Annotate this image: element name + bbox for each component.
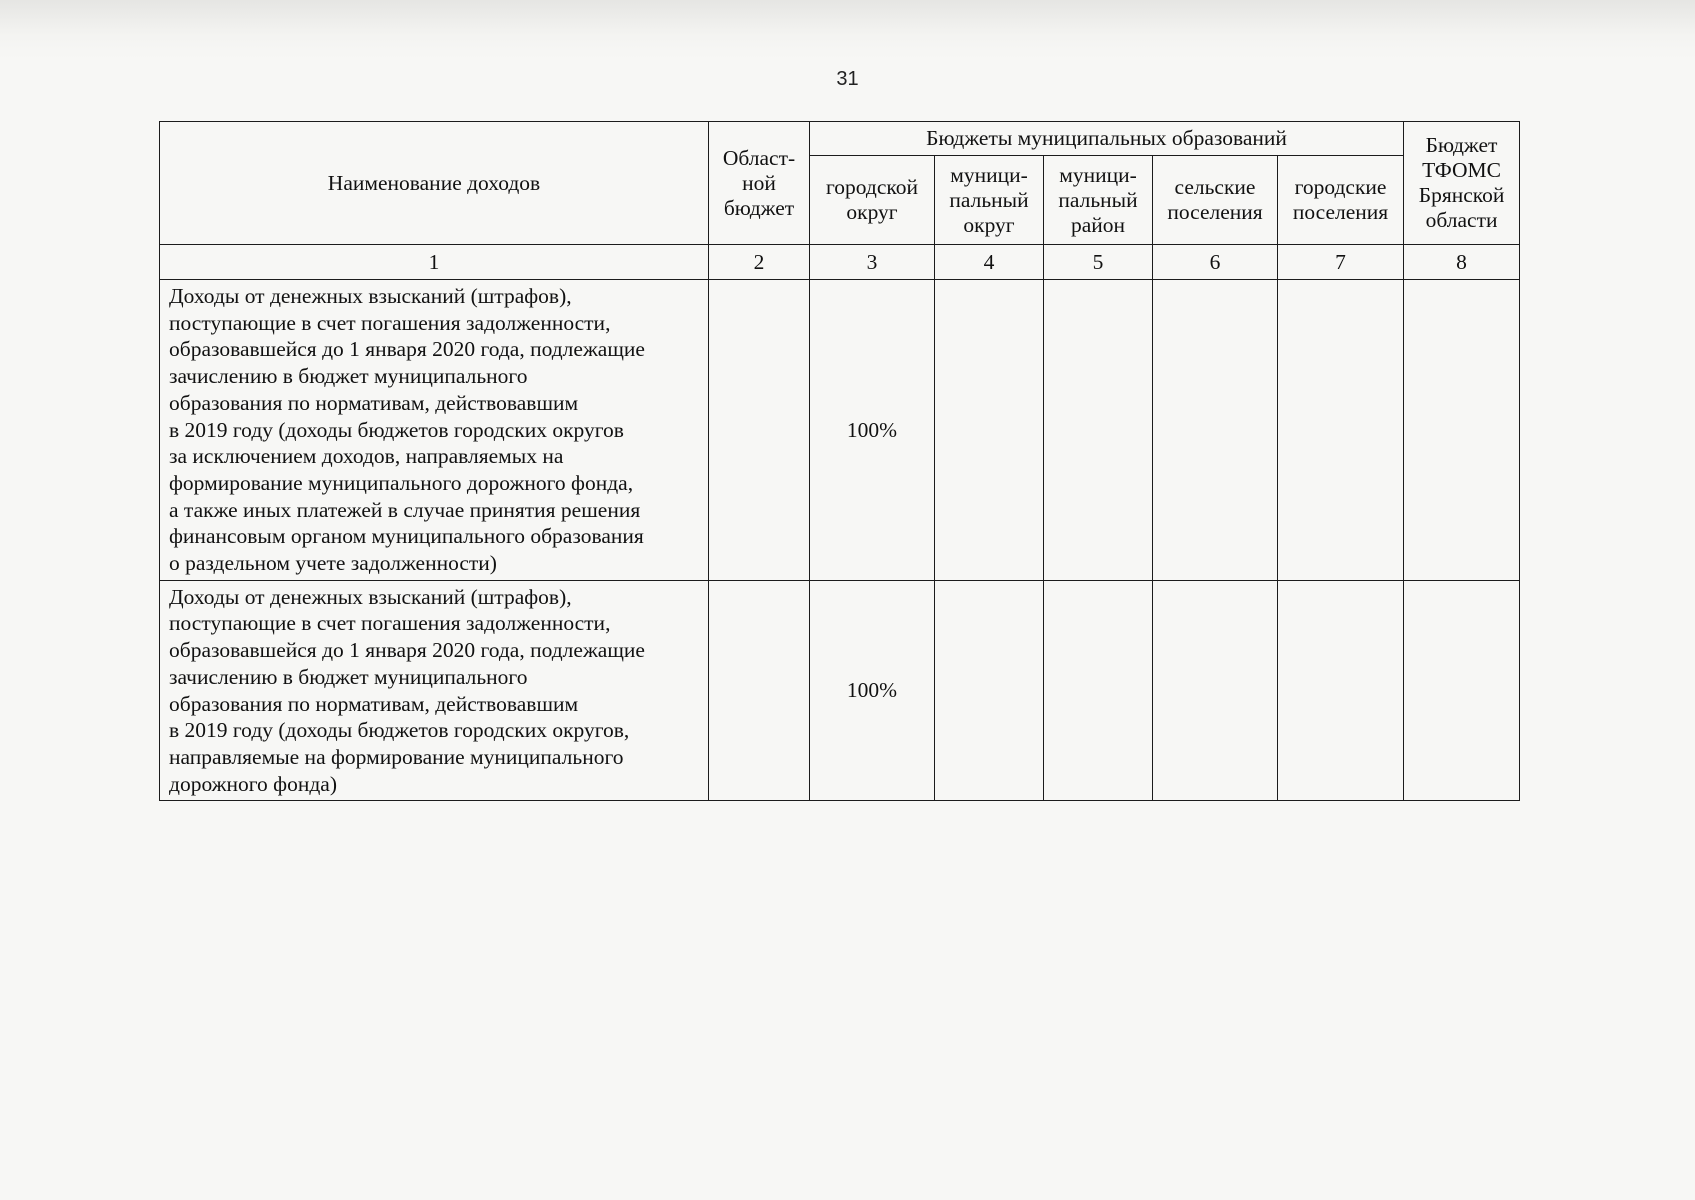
column-number: 6 — [1153, 245, 1278, 280]
header-municipal-district: муници- пальный округ — [935, 156, 1044, 245]
value-cell-regional — [709, 580, 810, 801]
table-row — [160, 280, 1520, 581]
income-name-cell: Доходы от денежных взысканий (штрафов), поступающие в счет погашения задолженности, образовавшейся до 1 января 2020 года, подлежащие зачислению в бюджет муниципального образования по нормативам, действовавшим в 2019 году (доходы бюджетов городских округов, направляемые на формирование муниципального дорожного фонда) — [160, 580, 709, 801]
column-number: 7 — [1278, 245, 1404, 280]
revenue-distribution-table — [159, 121, 1520, 801]
header-rural-settlements: сельские поселения — [1153, 156, 1278, 245]
value-cell-tfoms — [1404, 280, 1520, 581]
header-municipal-raion: муници- пальный район — [1044, 156, 1153, 245]
column-number: 5 — [1044, 245, 1153, 280]
value-cell-rural-settlements — [1153, 580, 1278, 801]
scan-edge-shading — [0, 0, 1695, 60]
income-name-cell: Доходы от денежных взысканий (штрафов), поступающие в счет погашения задолженности, образовавшейся до 1 января 2020 года, подлежащие зачислению в бюджет муниципального образования по нормативам, действовавшим в 2019 году (доходы бюджетов городских округов за исключением доходов, направляемых на формирование муниципального дорожного фонда, а также иных платежей в случае принятия решения финансовым органом муниципального образования о раздельном учете задолженности) — [160, 280, 709, 581]
column-number: 8 — [1404, 245, 1520, 280]
header-municipal-budgets: Бюджеты муниципальных образований — [810, 122, 1404, 156]
value-cell-urban-settlements — [1278, 280, 1404, 581]
value-cell-municipal-raion — [1044, 280, 1153, 581]
column-number-row — [160, 245, 1520, 280]
value-cell-urban-settlements — [1278, 580, 1404, 801]
value-cell-rural-settlements — [1153, 280, 1278, 581]
value-cell-municipal-district — [935, 280, 1044, 581]
value-cell-city-district: 100% — [810, 280, 935, 581]
column-number: 2 — [709, 245, 810, 280]
header-income-name: Наименование доходов — [160, 122, 709, 245]
value-cell-regional — [709, 280, 810, 581]
header-regional-budget: Област- ной бюджет — [709, 122, 810, 245]
value-cell-municipal-raion — [1044, 580, 1153, 801]
header-city-district: городской округ — [810, 156, 935, 245]
value-cell-city-district: 100% — [810, 580, 935, 801]
page-number: 31 — [836, 68, 859, 90]
column-number: 1 — [160, 245, 709, 280]
column-number: 4 — [935, 245, 1044, 280]
header-tfoms-budget: Бюджет ТФОМС Брянской области — [1404, 122, 1520, 245]
value-cell-municipal-district — [935, 580, 1044, 801]
column-number: 3 — [810, 245, 935, 280]
table-row — [160, 580, 1520, 801]
header-urban-settlements: городские поселения — [1278, 156, 1404, 245]
value-cell-tfoms — [1404, 580, 1520, 801]
